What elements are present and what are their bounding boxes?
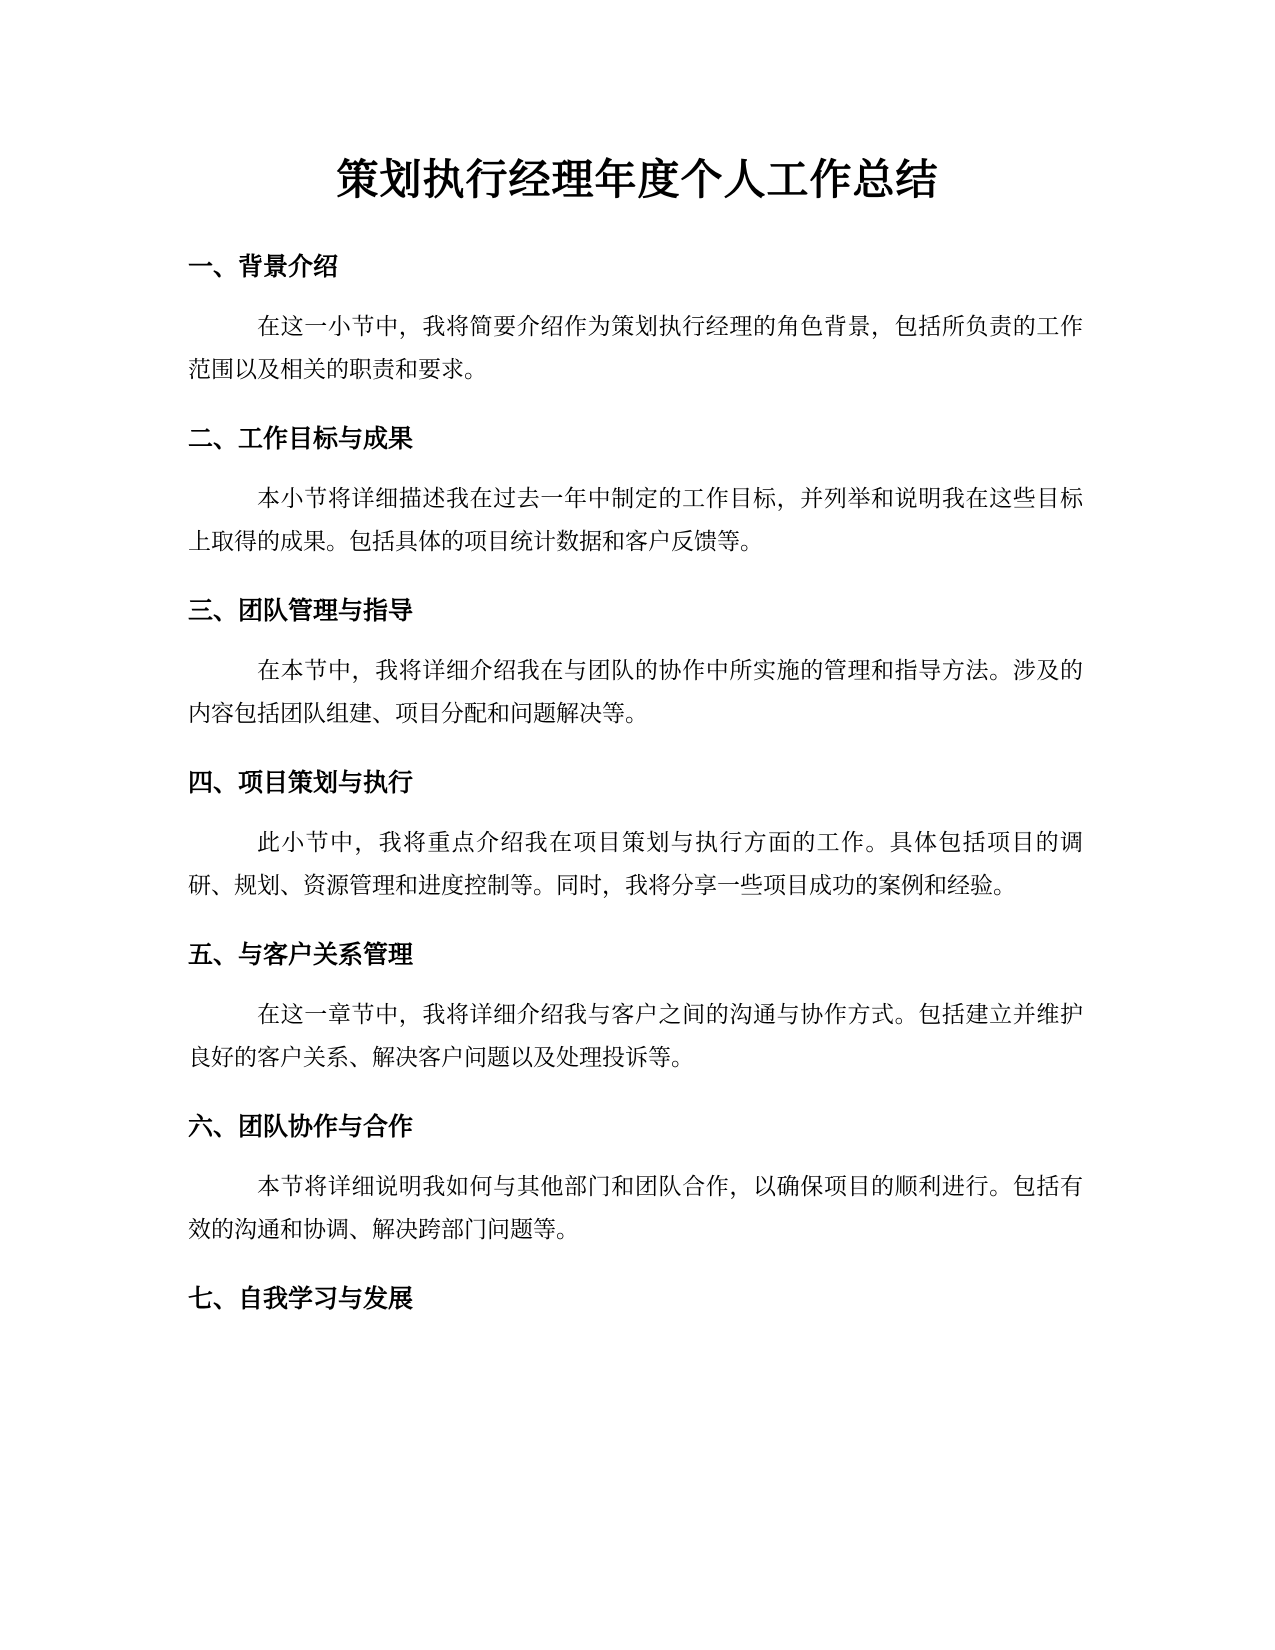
section-self-learning	[188, 1278, 1083, 1320]
section-goals-results	[188, 418, 1083, 564]
document-content	[188, 246, 1083, 1320]
section-paragraph: 本小节将详细描述我在过去一年中制定的工作目标，并列举和说明我在这些目标上取得的成果。包括具体的项目统计数据和客户反馈等。	[188, 486, 1083, 555]
section-team-collaboration	[188, 1106, 1083, 1252]
document-title: 策划执行经理年度个人工作总结	[336, 155, 939, 204]
section-background	[188, 246, 1083, 392]
section-project-planning	[188, 762, 1083, 908]
section-team-management	[188, 590, 1083, 736]
section-heading: 六、团队协作与合作	[188, 1112, 414, 1141]
section-paragraph: 本节将详细说明我如何与其他部门和团队合作，以确保项目的顺利进行。包括有效的沟通和协调、解决跨部门问题等。	[188, 1174, 1083, 1243]
section-heading: 四、项目策划与执行	[188, 768, 414, 797]
section-paragraph: 此小节中，我将重点介绍我在项目策划与执行方面的工作。具体包括项目的调研、规划、资源管理和进度控制等。同时，我将分享一些项目成功的案例和经验。	[188, 830, 1083, 899]
section-paragraph: 在这一小节中，我将简要介绍作为策划执行经理的角色背景，包括所负责的工作范围以及相关的职责和要求。	[188, 314, 1083, 383]
section-heading: 二、工作目标与成果	[188, 424, 414, 453]
section-heading: 三、团队管理与指导	[188, 596, 414, 625]
section-client-relations	[188, 934, 1083, 1080]
section-heading: 五、与客户关系管理	[188, 940, 414, 969]
section-heading: 一、背景介绍	[188, 252, 339, 281]
section-paragraph: 在这一章节中，我将详细介绍我与客户之间的沟通与协作方式。包括建立并维护良好的客户关系、解决客户问题以及处理投诉等。	[188, 1002, 1083, 1071]
section-paragraph: 在本节中，我将详细介绍我在与团队的协作中所实施的管理和指导方法。涉及的内容包括团队组建、项目分配和问题解决等。	[188, 658, 1083, 727]
section-heading: 七、自我学习与发展	[188, 1284, 414, 1313]
